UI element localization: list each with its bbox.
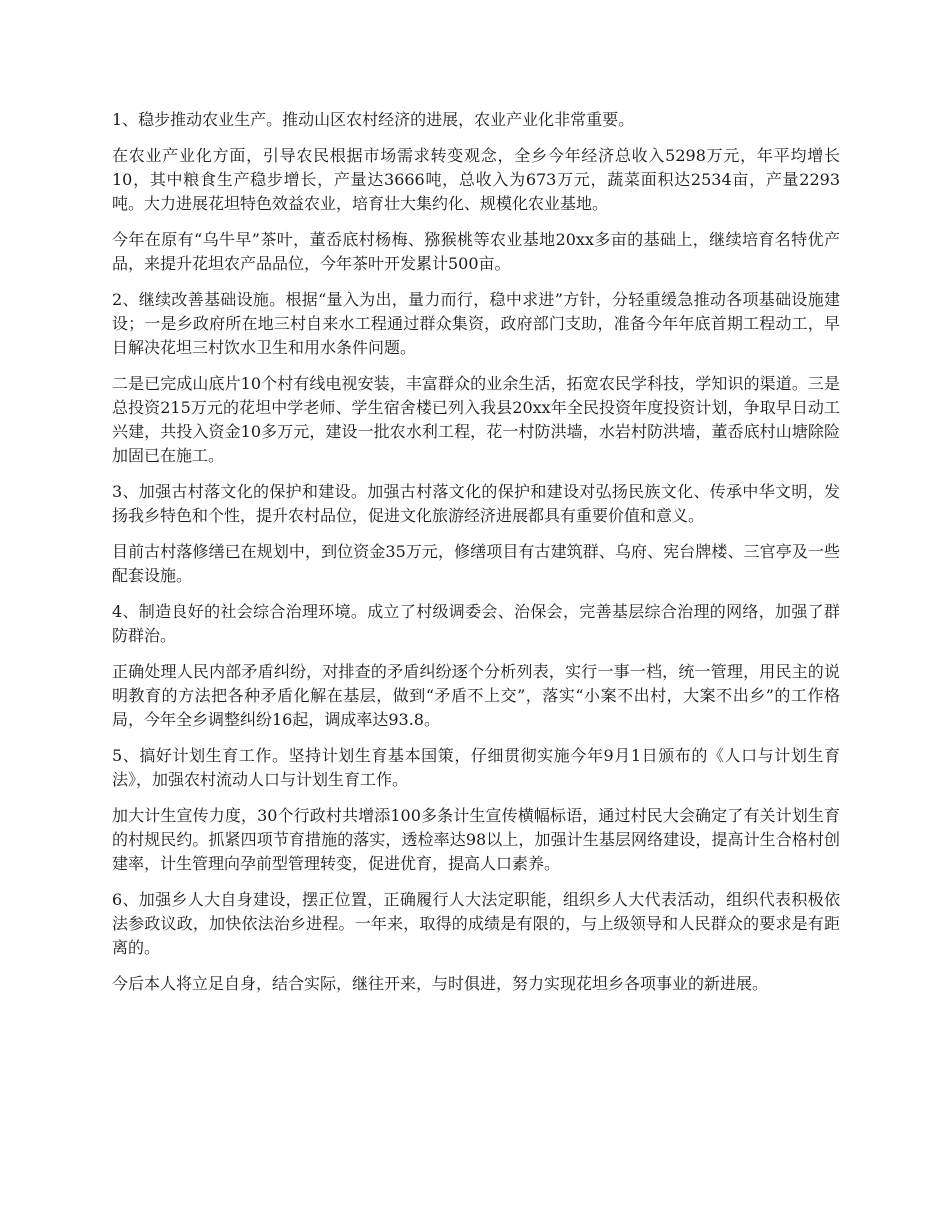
paragraph-culture-heading: 3、加强古村落文化的保护和建设。加强古村落文化的保护和建设对弘扬民族文化、传承中华文明，发扬我乡特色和个性，提升农村品位，促进文化旅游经济进展都具有重要价值和意义。 xyxy=(112,482,840,525)
paragraph-conclusion: 今后本人将立足自身，结合实际，继往开来，与时俱进，努力实现花坦乡各项事业的新进展。 xyxy=(112,974,769,993)
paragraph-agriculture-heading: 1、稳步推动农业生产。推动山区农村经济的进展，农业产业化非常重要。 xyxy=(112,110,635,129)
paragraph-agriculture-income: 在农业产业化方面，引导农民根据市场需求转变观念，全乡今年经济总收入5298万元，年平均增长10，其中粮食生产稳步增长，产量达3666吨，总收入为673万元，蔬菜面积达2534亩，产量2293吨。大力进展花坦特色效益农业，培育壮大集约化、规模化农业基地。 xyxy=(112,146,840,213)
paragraph-family-planning-heading: 5、搞好计划生育工作。坚持计划生育基本国策，仔细贯彻实施今年9月1日颁布的《人口与计划生育法》，加强农村流动人口与计划生育工作。 xyxy=(112,746,840,789)
paragraph-infrastructure-projects: 二是已完成山底片10个村有线电视安装，丰富群众的业余生活，拓宽农民学科技，学知识的渠道。三是总投资215万元的花坦中学老师、学生宿舍楼已列入我县20xx年全民投资年度投资计划，争取早日动工兴建，共投入资金10多万元，建设一批农水利工程，花一村防洪墙，水岩村防洪墙，董岙底村山塘除险加固已在施工。 xyxy=(112,374,840,465)
document-body xyxy=(112,108,840,1008)
paragraph-congress-building: 6、加强乡人大自身建设，摆正位置，正确履行人大法定职能，组织乡人大代表活动，组织代表积极依法参政议政，加快依法治乡进程。一年来，取得的成绩是有限的，与上级领导和人民群众的要求是有距离的。 xyxy=(112,890,840,957)
paragraph-governance-heading: 4、制造良好的社会综合治理环境。成立了村级调委会、治保会，完善基层综合治理的网络，加强了群防群治。 xyxy=(112,602,840,645)
paragraph-infrastructure-heading: 2、继续改善基础设施。根据“量入为出，量力而行，稳中求进”方针，分轻重缓急推动各项基础设施建设；一是乡政府所在地三村自来水工程通过群众集资，政府部门支助，准备今年年底首期工程动工，早日解决花坦三村饮水卫生和用水条件问题。 xyxy=(112,290,840,357)
paragraph-family-planning-publicity: 加大计生宣传力度，30个行政村共增添100多条计生宣传横幅标语，通过村民大会确定了有关计划生育的村规民约。抓紧四项节育措施的落实，透检率达98以上，加强计生基层网络建设，提高计生合格村创建率，计生管理向孕前型管理转变，促进优育，提高人口素养。 xyxy=(112,806,840,873)
paragraph-culture-restoration: 目前古村落修缮已在规划中，到位资金35万元，修缮项目有古建筑群、乌府、宪台牌楼、三官亭及一些配套设施。 xyxy=(112,542,840,585)
paragraph-agriculture-tea: 今年在原有“乌牛早”茶叶，董岙底村杨梅、猕猴桃等农业基地20xx多亩的基础上，继续培育名特优产品，来提升花坦农产品品位，今年茶叶开发累计500亩。 xyxy=(112,230,840,273)
paragraph-governance-disputes: 正确处理人民内部矛盾纠纷，对排查的矛盾纠纷逐个分析列表，实行一事一档，统一管理，用民主的说明教育的方法把各种矛盾化解在基层，做到“矛盾不上交”，落实“小案不出村，大案不出乡”的工作格局，今年全乡调整纠纷16起，调成率达93.8。 xyxy=(112,662,840,729)
